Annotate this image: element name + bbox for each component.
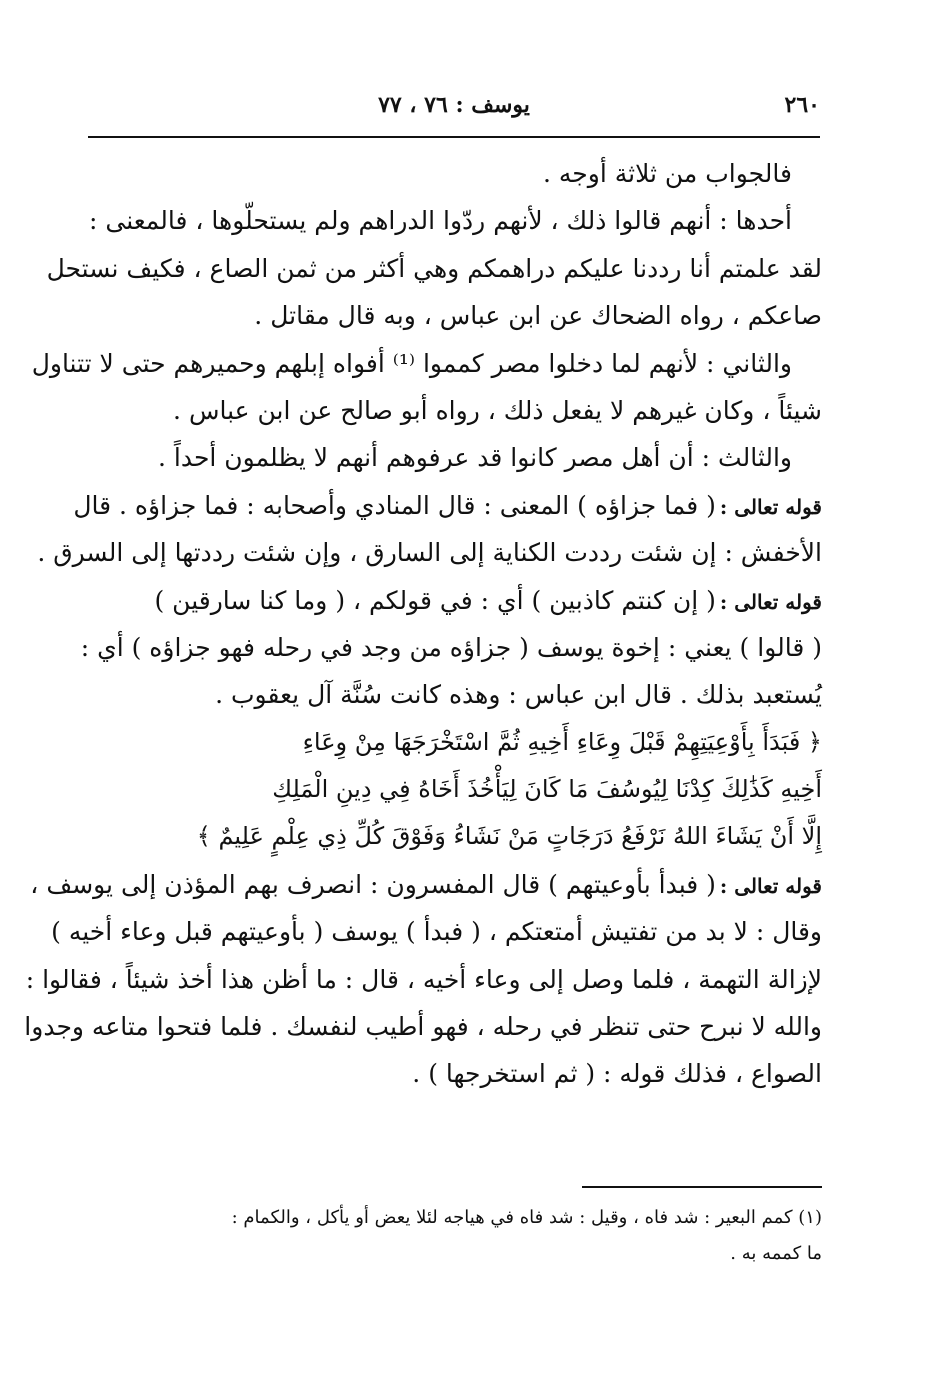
text-line <box>78 577 822 624</box>
footnote-line: (١) كمم البعير : شد فاه ، وقيل : شد فاه في هياجه لئلا يعض أو يأكل ، والكمام : <box>231 1207 822 1228</box>
text-line: أحدها : أنهم قالوا ذلك ، لأنهم ردّوا الدراهم ولم يستحلّوها ، فالمعنى : <box>88 206 792 236</box>
footnote-rule <box>582 1186 822 1188</box>
text-line: يُستعبد بذلك . قال ابن عباس : وهذه كانت سُنَّة آل يعقوب . <box>215 680 822 710</box>
quran-verse-line: ﴿ فَبَدَأَ بِأَوْعِيَتِهِمْ قَبْلَ وِعَاءِ أَخِيهِ ثُمَّ اسْتَخْرَجَهَا مِنْ وِعَاءِ <box>302 727 822 756</box>
text-line: والله لا نبرح حتى تنظر في رحله ، فهو أطيب لنفسك . فلما فتحوا متاعه وجدوا <box>24 1012 822 1042</box>
header-rule <box>88 136 820 138</box>
text-line: الصواع ، فذلك قوله : ( ثم استخرجها ) . <box>412 1059 822 1089</box>
text-line: لقد علمتم أنا رددنا عليكم دراهمكم وهي أكثر من ثمن الصاع ، فكيف نستحل <box>46 253 822 283</box>
text-line <box>73 482 822 529</box>
text-line: صاعكم ، رواه الضحاك عن ابن عباس ، وبه قال مقاتل . <box>254 301 822 331</box>
text-line: الأخفش : إن شئت رددت الكناية إلى السارق ، وإن شئت رددتها إلى السرق . <box>37 538 822 568</box>
qawluhu-label: قوله تعالى : <box>719 494 822 519</box>
text-line: والثالث : أن أهل مصر كانوا قد عرفوهم أنهم لا يظلمون أحداً . <box>158 443 792 473</box>
text-line: ( قالوا ) يعني : إخوة يوسف ( جزاؤه من وجد في رحله فهو جزاؤه ) أي : <box>80 632 822 662</box>
page-number: ٢٦٠ <box>784 92 820 118</box>
footnote-line: ما كممه به . <box>730 1243 822 1264</box>
text-line: والثاني : لأنهم لما دخلوا مصر كمموا ⁽¹⁾ أفواه إبلهم وحميرهم حتى لا تتناول <box>31 348 792 378</box>
qawluhu-label: قوله تعالى : <box>719 589 822 614</box>
footnotes <box>78 1200 822 1272</box>
text-line: وقال : لا بد من تفتيش أمتعتكم ، ( فبدأ ) يوسف ( بأوعيتهم قبل وعاء أخيه ) <box>51 917 822 947</box>
quran-verse-line: إِلَّا أَنْ يَشَاءَ اللهُ نَرْفَعُ دَرَجَاتٍ مَنْ نَشَاءُ وَفَوْقَ كُلِّ ذِي عِلْمٍ عَلِيمٌ ﴾ <box>196 822 822 851</box>
body-text <box>24 150 822 1098</box>
text-segment: ( فما جزاؤه ) المعنى : قال المنادي وأصحابه : فما جزاؤه . قال <box>73 490 716 520</box>
text-segment: ( إن كنتم كاذبين ) أي : في قولكم ، ( وما كنا سارقين ) <box>154 585 716 615</box>
quran-verse-line: أَخِيهِ كَذَٰلِكَ كِدْنَا لِيُوسُفَ مَا كَانَ لِيَأْخُذَ أَخَاهُ فِي دِينِ الْمَلِكِ <box>272 775 822 804</box>
qawluhu-label: قوله تعالى : <box>719 873 822 898</box>
running-head: يوسف : ٧٦ ، ٧٧ <box>378 92 530 118</box>
text-line: فالجواب من ثلاثة أوجه . <box>543 159 792 188</box>
page-header <box>88 92 820 128</box>
text-line: لإزالة التهمة ، فلما وصل إلى وعاء أخيه ، قال : ما أظن هذا أخذ شيئاً ، فقالوا : <box>25 964 822 994</box>
text-line <box>30 861 822 908</box>
text-segment: ( فبدأ بأوعيتهم ) قال المفسرون : انصرف بهم المؤذن إلى يوسف ، <box>30 869 716 899</box>
text-line: شيئاً ، وكان غيرهم لا يفعل ذلك ، رواه أبو صالح عن ابن عباس . <box>173 395 822 425</box>
